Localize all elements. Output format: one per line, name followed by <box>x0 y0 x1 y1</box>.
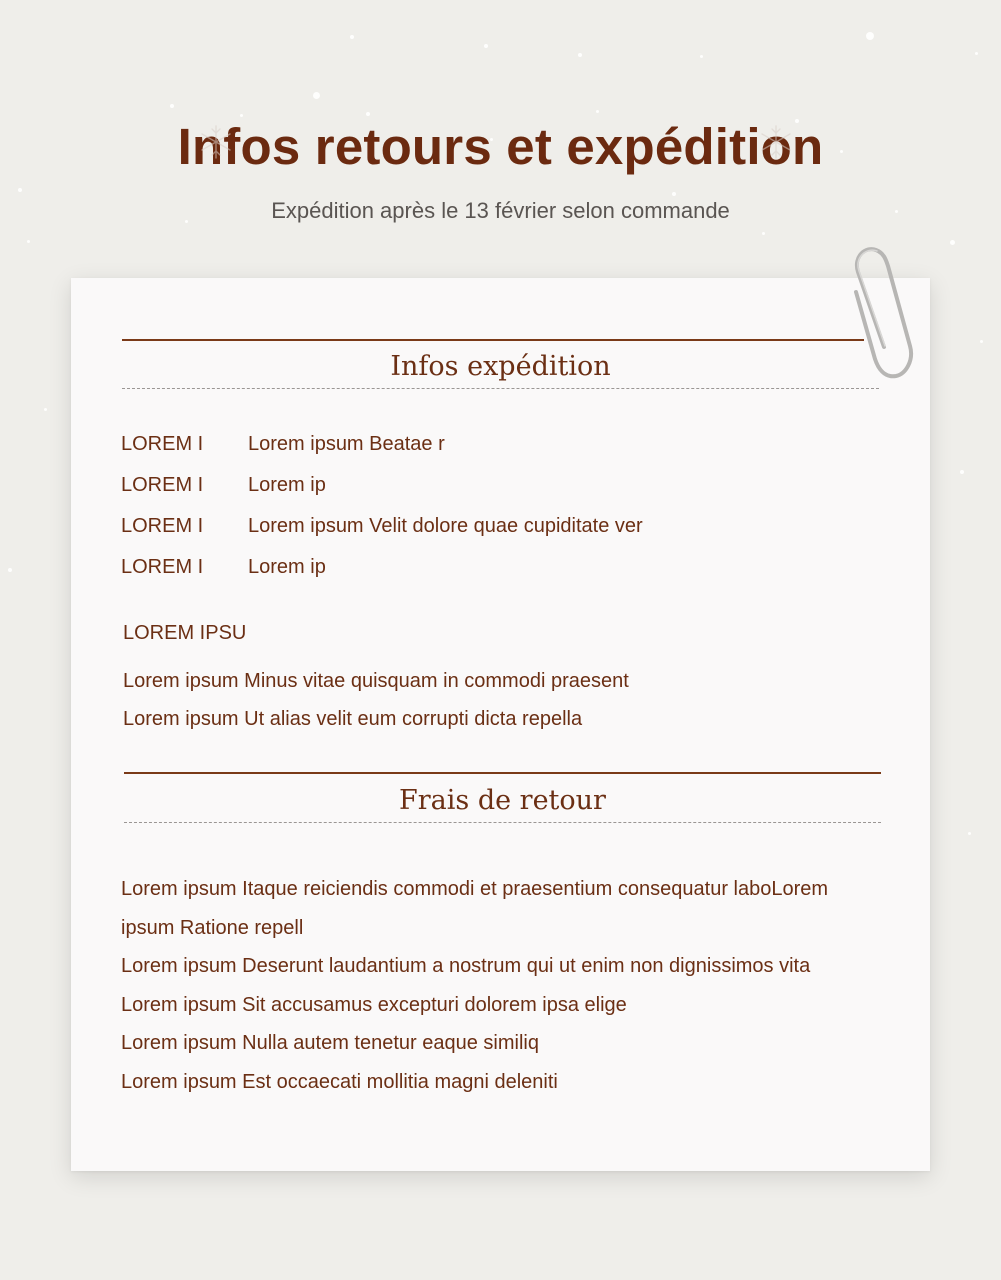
snow-dot <box>350 35 354 39</box>
snow-dot <box>18 188 22 192</box>
shipping-row-value: Lorem ip <box>248 474 326 496</box>
page-subtitle: Expédition après le 13 février selon commande <box>271 198 730 223</box>
shipping-row-key: LOREM I <box>121 474 204 496</box>
returns-line: Lorem ipsum Sit accusamus excepturi dolorem ipsa elige <box>121 994 627 1016</box>
snow-dot <box>968 832 971 835</box>
section-divider-top <box>122 339 864 341</box>
shipping-row-key: LOREM I <box>121 556 204 578</box>
shipping-row <box>121 472 326 498</box>
shipping-note: Lorem ipsum Ut alias velit eum corrupti dicta repella <box>123 708 583 730</box>
section-divider-dashed <box>124 822 881 823</box>
shipping-note: Lorem ipsum Minus vitae quisquam in commodi praesent <box>123 670 629 692</box>
snow-dot <box>975 52 978 55</box>
snowflake-icon <box>198 124 234 160</box>
shipping-row <box>121 431 445 457</box>
shipping-row <box>121 513 643 539</box>
returns-line: Lorem ipsum Est occaecati mollitia magni deleniti <box>121 1071 558 1093</box>
shipping-row-key: LOREM I <box>121 433 204 455</box>
snow-dot <box>44 408 47 411</box>
section-divider-dashed <box>122 388 879 389</box>
snow-dot <box>578 53 582 57</box>
snowflake-icon <box>758 124 794 160</box>
shipping-row <box>121 554 326 580</box>
section-title-shipping: Infos expédition <box>390 351 611 382</box>
section-divider-top <box>124 772 881 774</box>
snow-dot <box>980 340 983 343</box>
snow-dot <box>672 192 676 196</box>
shipping-row-value: Lorem ip <box>248 556 326 578</box>
snow-dot <box>8 568 12 572</box>
snow-dot <box>950 240 955 245</box>
snow-dot <box>27 240 30 243</box>
snow-dot <box>170 104 174 108</box>
snow-dot <box>313 92 320 99</box>
section-title-returns: Frais de retour <box>399 785 606 816</box>
shipping-row-value: Lorem ipsum Velit dolore quae cupiditate ver <box>248 515 643 537</box>
shipping-row-value: Lorem ipsum Beatae r <box>248 433 445 455</box>
shipping-subheading: LOREM IPSU <box>123 622 247 644</box>
returns-line: ipsum Ratione repell <box>121 917 304 939</box>
snow-dot <box>960 470 964 474</box>
snow-dot <box>762 232 765 235</box>
page-title: Infos retours et expédition <box>177 118 824 175</box>
snow-dot <box>700 55 703 58</box>
snow-dot <box>866 32 874 40</box>
paperclip-icon <box>840 242 920 387</box>
snow-dot <box>484 44 488 48</box>
shipping-row-key: LOREM I <box>121 515 204 537</box>
returns-line: Lorem ipsum Deserunt laudantium a nostrum qui ut enim non dignissimos vita <box>121 955 811 977</box>
returns-line: Lorem ipsum Nulla autem tenetur eaque similiq <box>121 1032 539 1054</box>
returns-line: Lorem ipsum Itaque reiciendis commodi et praesentium consequatur laboLorem <box>121 878 829 900</box>
